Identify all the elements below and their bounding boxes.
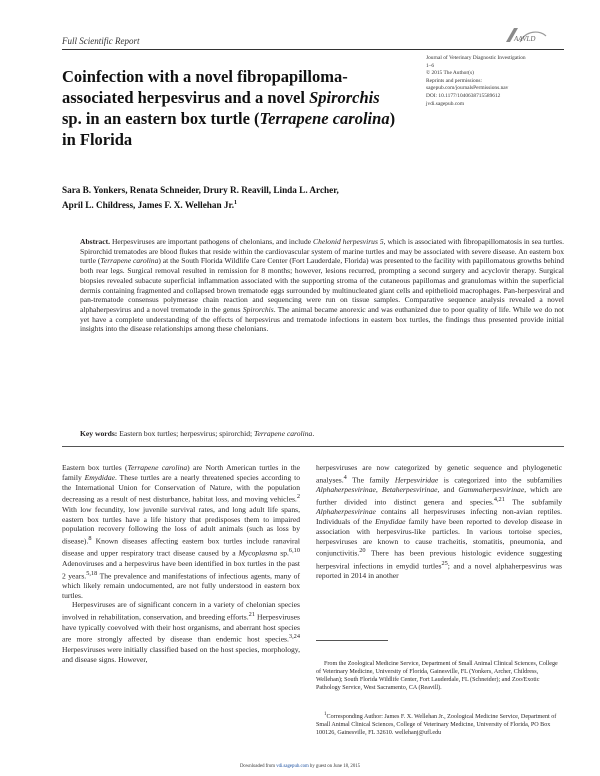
meta-copyright: © 2015 The Author(s) — [426, 70, 474, 77]
affiliation-footnote: From the Zoological Medicine Service, Department of Small Animal Clinical Sciences, College of Veterinary Medicine, University of Florida, Gainesville, FL (Yonkers, Archer, Childress, Wellehan); South Florida Wildlife Center, Fort Lauderdale, FL (Schneider); and Zoo/Exotic Pathology Service, West Sacramento, CA (Reavill). — [316, 661, 558, 692]
footnote-rule — [316, 640, 388, 641]
meta-permissions: sagepub.com/journalsPermissions.nav — [426, 85, 509, 92]
meta-journal: Journal of Veterinary Diagnostic Investigation — [426, 55, 526, 61]
keywords-label: Key words: — [80, 429, 118, 438]
corresponding-author-footnote: $^1$Corresponding Author: James F. X. Wellehan Jr., Zoological Medicine Service, Department of Small Animal Clinical Sciences, College of Veterinary Medicine, University of Florida, PO Box 100126, Gainesville, FL 32610. wellehanj@ufl.edu — [316, 711, 557, 737]
journal-meta — [426, 55, 566, 108]
body-paragraph-3: herpesviruses are now categorized by genetic sequence and phylogenetic analyses.$^4$ The family Herpesviridae is categorized into the subfamilies Alphaherpesvirinae, Betaherpesvirinae, and Gammaherpesvirinae, which are further divided into distinct genera and species.$^{4,21}$ The subfamily Alphaherpesvirinae contains all herpesviruses infecting non-avian reptiles. Individuals of the Emydidae family have been reported to develop disease in association with herpesvirus-like particles. In various tortoise species, herpesviruses are known to cause tracheitis, stomatitis, pneumonia, and conjunctivitis.$^{20}$ There has been previous histologic evidence suggesting herpesviral infections in emydid turtles$^{25}$; and a novel alphaherpesvirus was reported in 2014 in another — [316, 463, 562, 581]
body-paragraph-1: Eastern box turtles (Terrapene carolina) are North American turtles in the family Emydidae. These turtles are a nearly threatened species according to the International Union for Conservation of Nature, with the population decreasing as a result of nest disturbance, habitat loss, and moving vehicles.$^2$ With low fecundity, low juvenile survival rates, and long adult life spans, eastern box turtles have a life history that predisposes them to impaired population recovery following the loss of adult animals (such as loss by disease).$^8$ Known diseases affecting eastern box turtles include ranaviral disease and upper respiratory tract disease caused by a Mycoplasma sp.$^{6,10}$ Adenoviruses and a herpesvirus have been identified in box turtles in the past 2 years.$^{5,18}$ The prevalence and manifestations of infectious agents, many of which likely remain undocumented, are not fully understood in eastern box turtles. — [62, 463, 301, 600]
meta-doi: DOI: 10.1177/1040638715589612 — [426, 92, 501, 99]
body-column-right — [316, 463, 562, 581]
download-footer: Downloaded from vdi.sagepub.com by guest on June 18, 2015 — [239, 764, 361, 769]
keywords-rule — [62, 446, 564, 447]
authors-line-2: April L. Childress, James F. X. Wellehan Jr.$^1$ — [62, 200, 238, 211]
meta-pages: 1–6 — [426, 62, 435, 69]
section-label: Full Scientific Report — [62, 36, 140, 46]
article-title: Coinfection with a novel fibropapilloma-associated herpesvirus and a novel Spirorchis sp. in an eastern box turtle (Terrapene carolina) in Florida — [62, 67, 396, 149]
abstract-label: Abstract. — [80, 237, 110, 246]
journal-logo — [500, 24, 564, 46]
meta-reprints: Reprints and permissions: — [426, 77, 482, 84]
authors-line-1: Sara B. Yonkers, Renata Schneider, Drury R. Reavill, Linda L. Archer, — [62, 185, 339, 195]
keywords: Key words: Eastern box turtles; herpesvirus; spirorchid; Terrapene carolina. — [80, 429, 315, 438]
abstract: Abstract. Herpesviruses are important pathogens of chelonians, and include Chelonid herpesvirus 5, which is associated with fibropapillomatosis in sea turtles. Spirorchid trematodes are blood flukes that reside within the cardiovascular system of marine turtles and may be associated with severe disease. An eastern box turtle (Terrapene carolina) at the South Florida Wildlife Care Center (Fort Lauderdale, Florida) was presented to the facility with papillomatous growths behind both rear legs. Surgical removal resulted in remission for 8 months; however, lesions recurred, prompting a second surgery and acyclovir therapy. Surgical biopsies revealed subacute superficial inflammation associated with the supporting stroma of the cutaneous papillomas and granulomas within the superficial dermis containing fragmented and collapsed brown trematode eggs surrounded by multinucleated giant cells and epithelioid macrophages. Pan-herpesviral and pan-trematode consensus polymerase chain reaction and sequencing were run on tissue samples. Comparative sequence analysis revealed a novel alphaherpesvirus and a novel trematode in the genus Spirorchis. The animal became anorexic and was euthanized due to poor quality of life. While we do not yet have a complete understanding of the effects of herpesvirus and trematode infections in eastern box turtles, the findings thus presented provide initial insights into the disease relationships among these chelonians. — [80, 237, 565, 334]
body-paragraph-2: Herpesviruses are of significant concern in a variety of chelonian species involved in rehabilitation, conservation, and breeding efforts.$^{21}$ Herpesviruses have typically coevolved with their host organisms, and aberrant host species are more strongly affected by disease than endemic host species.$^{3,24}$ Herpesviruses were initially classified based on the host species, morphology, and disease signs. However, — [62, 600, 300, 664]
footer-link[interactable]: vdi.sagepub.com — [276, 764, 309, 769]
meta-site: jvdi.sagepub.com — [426, 100, 465, 107]
header-rule — [62, 49, 564, 50]
logo-text: AAVLD — [514, 35, 536, 43]
author-list — [62, 184, 532, 212]
body-column-left — [62, 463, 300, 664]
